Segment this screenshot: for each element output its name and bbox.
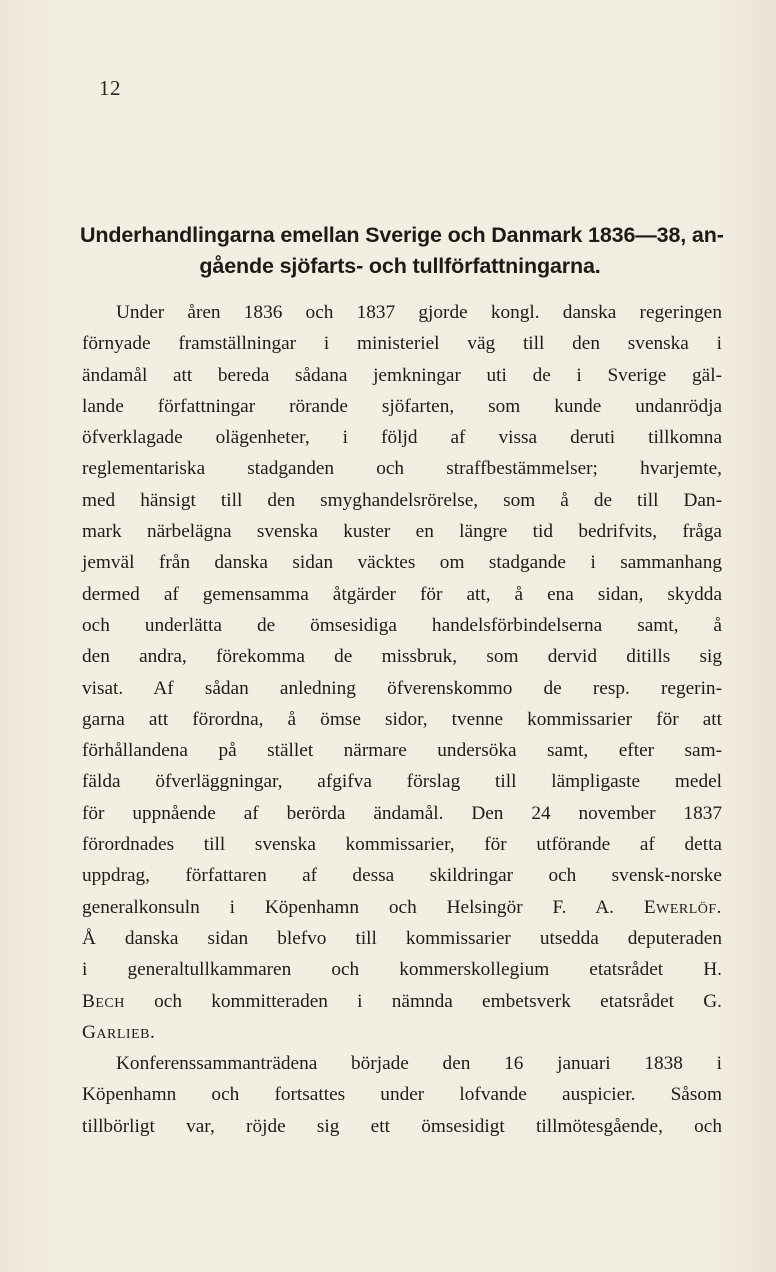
text-line: garna att förordna, å ömse sidor, tvenne kommissarier för att	[82, 708, 722, 730]
heading-line-1: Underhandlingarna emellan Sverige och Danmark 1836—38, an-	[80, 223, 724, 247]
text-line: ändamål att bereda sådana jemkningar uti de i Sverige gäl-	[82, 364, 722, 386]
text-line: visat. Af sådan anledning öfverenskommo de resp. regerin-	[82, 677, 722, 699]
text-line: och underlätta de ömsesidiga handelsförbindelserna samt, å	[82, 614, 722, 636]
text-line: i generaltullkammaren och kommerskollegium etatsrådet H.	[82, 959, 722, 981]
text-line: tillbörligt var, röjde sig ett ömsesidigt tillmötesgående, och	[82, 1115, 722, 1137]
text-span: generalkonsuln i Köpenhamn och Helsingör F. A.	[82, 896, 614, 918]
text-line: dermed af gemensamma åtgärder för att, å ena sidan, skydda	[82, 583, 722, 605]
person-name: Bech	[82, 990, 125, 1012]
text-line: för uppnående af berörda ändamål. Den 24 november 1837	[82, 802, 722, 824]
text-line: förhållandena på stället närmare undersöka samt, efter sam-	[82, 740, 722, 762]
text-line: den andra, förekomma de missbruk, som dervid ditills sig	[82, 646, 722, 668]
body-text	[82, 297, 722, 1142]
person-name: Ewerlöf.	[643, 896, 722, 918]
text-line: fälda öfverläggningar, afgifva förslag till lämpligaste medel	[82, 771, 722, 793]
text-line: jemväl från danska sidan väcktes om stadgande i sammanhang	[82, 552, 722, 574]
text-line: uppdrag, författaren af dessa skildringar och svensk-norske	[82, 865, 722, 887]
text-line: förnyade framställningar i ministeriel väg till den svenska i	[82, 333, 722, 355]
text-span: och kommitteraden i nämnda embetsverk etatsrådet G.	[154, 990, 722, 1012]
person-name: Garlieb.	[82, 1021, 156, 1043]
text-line	[82, 892, 722, 923]
text-line: Under åren 1836 och 1837 gjorde kongl. danska regeringen	[116, 302, 722, 323]
text-line: med hänsigt till den smyghandelsrörelse, som å de till Dan-	[82, 489, 722, 511]
section-heading	[80, 220, 724, 282]
heading-line-2: gående sjöfarts- och tullförfattningarna.	[199, 254, 601, 278]
text-line: lande författningar rörande sjöfarten, som kunde undanrödja	[82, 395, 722, 417]
text-line: Köpenhamn och fortsattes under lofvande auspicier. Såsom	[82, 1084, 722, 1106]
text-line	[82, 986, 722, 1017]
text-line: förordnades till svenska kommissarier, för utförande af detta	[82, 834, 722, 856]
text-line: Konferenssammanträdena började den 16 januari 1838 i	[116, 1053, 722, 1075]
page-number: 12	[99, 76, 121, 100]
text-line	[82, 1017, 722, 1048]
text-line: mark närbelägna svenska kuster en längre tid bedrifvits, fråga	[82, 521, 722, 543]
text-line: öfverklagade olägenheter, i följd af vissa deruti tillkomna	[82, 427, 722, 449]
text-line: reglementariska stadganden och straffbestämmelser; hvarjemte,	[82, 458, 722, 480]
text-line: Å danska sidan blefvo till kommissarier utsedda deputeraden	[82, 927, 722, 949]
